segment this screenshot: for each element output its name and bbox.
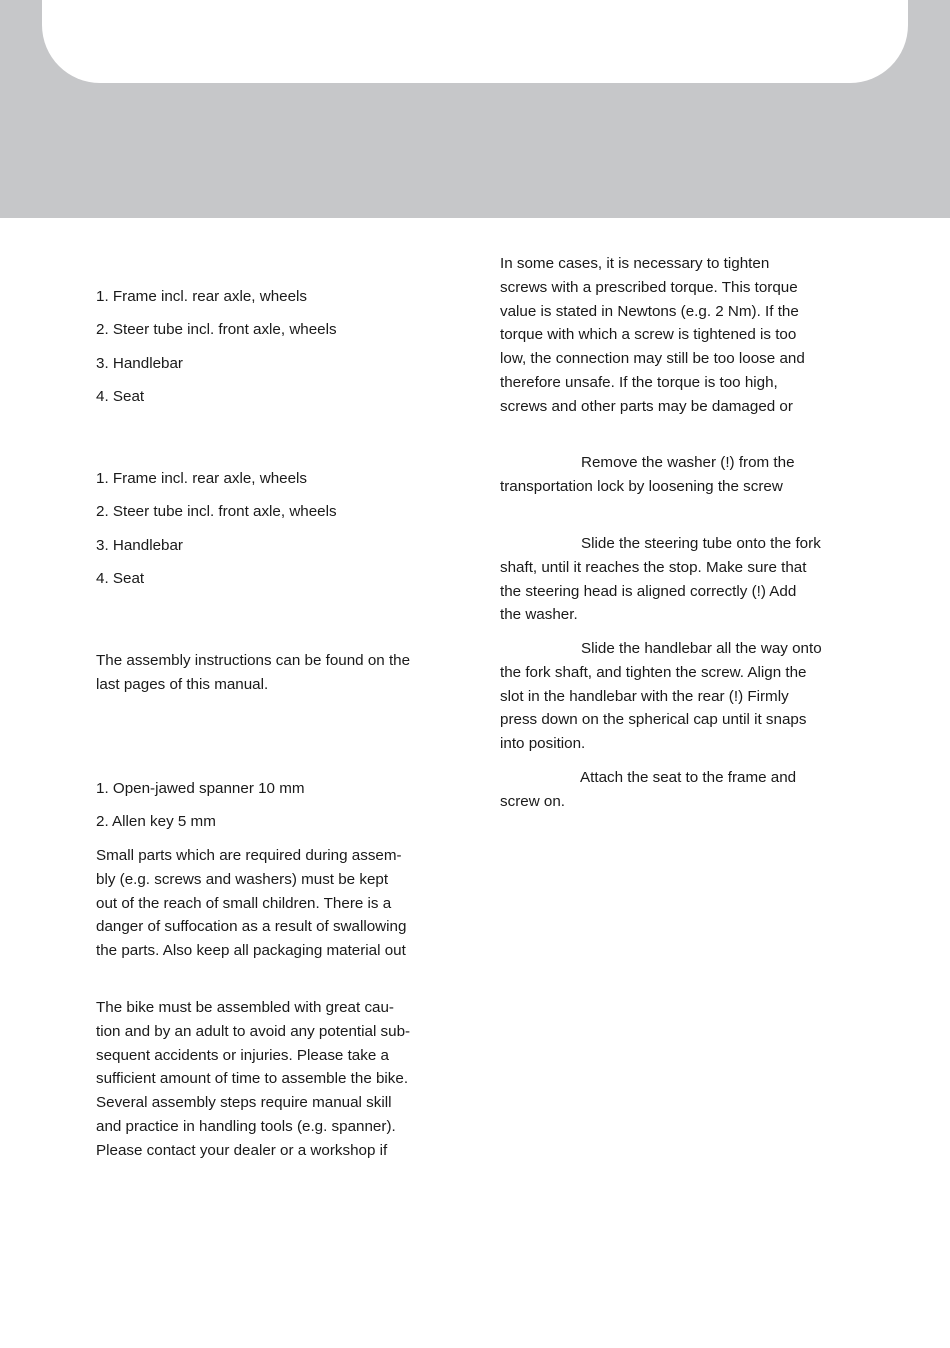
text-line: out of the reach of small children. There is a: [96, 894, 392, 912]
text-line: Several assembly steps require manual skill: [96, 1094, 392, 1112]
list2-item: 2. Steer tube incl. front axle, wheels: [96, 503, 337, 520]
text-line: transportation lock by loosening the screw: [500, 477, 783, 495]
step-seat: [500, 766, 860, 814]
text-line: therefore unsafe. If the torque is too high,: [500, 373, 778, 391]
text-line: Remove the washer (!) from the: [581, 454, 795, 471]
text-line: sufficient amount of time to assemble the bike.: [96, 1070, 409, 1088]
text-line: The bike must be assembled with great cau-: [96, 999, 394, 1016]
text-line: value is stated in Newtons (e.g. 2 Nm). If the: [500, 302, 799, 320]
text-line: the fork shaft, and tighten the screw. Align the: [500, 663, 807, 681]
text-line: danger of suffocation as a result of swallowing: [96, 918, 407, 936]
text-line: the parts. Also keep all packaging material out: [96, 942, 406, 960]
text-line: slot in the handlebar with the rear (!) Firmly: [500, 687, 789, 705]
step-washer: [500, 451, 860, 499]
text-line: bly (e.g. screws and washers) must be kept: [96, 870, 389, 888]
step-steering-tube: [500, 532, 860, 627]
list1-item: 3. Handlebar: [96, 355, 183, 372]
text-line: screws with a prescribed torque. This torque: [500, 278, 798, 296]
text-line: screws and other parts may be damaged or: [500, 397, 793, 415]
text-line: tion and by an adult to avoid any potential sub-: [96, 1022, 411, 1040]
header-card: [42, 0, 908, 83]
text-line: In some cases, it is necessary to tighten: [500, 255, 770, 272]
text-line: low, the connection may still be too loose and: [500, 350, 805, 368]
assembly-note: [96, 649, 456, 697]
text-line: the washer.: [500, 606, 578, 624]
text-line: Slide the steering tube onto the fork: [581, 535, 821, 552]
text-line: Please contact your dealer or a workshop if: [96, 1141, 388, 1159]
text-line: last pages of this manual.: [96, 675, 269, 693]
text-line: Attach the seat to the frame and: [580, 769, 797, 786]
list1-item: 4. Seat: [96, 388, 145, 405]
text-line: sequent accidents or injuries. Please take a: [96, 1046, 389, 1064]
text-line: into position.: [500, 735, 586, 753]
text-line: The assembly instructions can be found on the: [96, 652, 411, 669]
small-parts-warning: [96, 844, 456, 963]
text-line: Slide the handlebar all the way onto: [581, 640, 822, 657]
list2-item: 4. Seat: [96, 570, 145, 587]
text-line: the steering head is aligned correctly (!) Add: [500, 582, 797, 600]
text-line: torque with which a screw is tightened is too: [500, 326, 797, 344]
list2-item: 3. Handlebar: [96, 537, 183, 554]
text-line: press down on the spherical cap until it snaps: [500, 711, 807, 729]
text-line: screw on.: [500, 792, 565, 810]
step-handlebar: [500, 637, 860, 756]
text-line: shaft, until it reaches the stop. Make sure that: [500, 558, 807, 576]
tool-item: 2. Allen key 5 mm: [96, 813, 216, 830]
text-line: Small parts which are required during assem-: [96, 847, 402, 864]
tool-item: 1. Open-jawed spanner 10 mm: [96, 780, 305, 797]
text-line: and practice in handling tools (e.g. spanner).: [96, 1117, 396, 1135]
list1-item: 1. Frame incl. rear axle, wheels: [96, 288, 308, 305]
list2-item: 1. Frame incl. rear axle, wheels: [96, 470, 308, 487]
caution-paragraph: [96, 996, 456, 1163]
list1-item: 2. Steer tube incl. front axle, wheels: [96, 321, 337, 338]
torque-paragraph: [500, 252, 860, 419]
